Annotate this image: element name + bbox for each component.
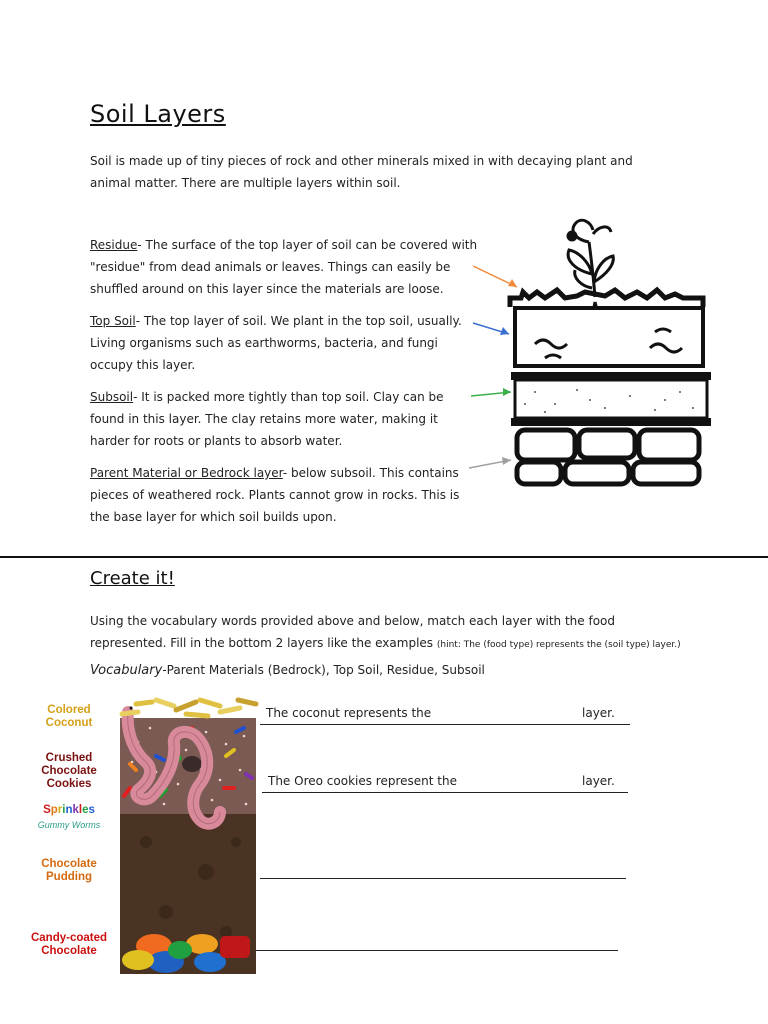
topsoil-description [90,310,480,376]
answer-line-pudding[interactable] [260,878,626,879]
instructions-text: Using the vocabulary words provided above and below, match each layer with the food represented. Fill in the bottom 2 layers like the examples [90,614,615,650]
vocabulary-line [90,663,485,678]
residue-description [90,234,480,300]
sentence-coconut-start: The coconut represents the [266,706,432,720]
bedrock-text: - below subsoil. This contains pieces of weathered rock. Plants cannot grow in rocks. This is the base layer for which soil builds upon. [90,466,460,524]
create-heading: Create it! [90,568,175,589]
bedrock-term: Parent Material or Bedrock layer [90,466,283,480]
sentence-coconut-end: layer. [582,706,615,720]
food-label-coconut: Colored Coconut [45,704,93,729]
subsoil-text: - It is packed more tightly than top soil. Clay can be found in this layer. The clay retains more water, making it harder for roots or plants to absorb water. [90,390,444,448]
answer-line-oreo[interactable] [262,792,628,793]
sentence-oreo-start: The Oreo cookies represent the [268,774,457,788]
dirt-cup-illustration [116,692,262,976]
create-instructions [90,610,690,656]
soil-layers-diagram [465,212,725,492]
subsoil-description [90,386,480,452]
food-label-pudding: Chocolate Pudding [41,858,97,883]
food-label-gummy-worms: Gummy Worms [37,820,101,830]
section-divider [0,556,768,558]
hint-text: (hint: The (food type) represents the (soil type) layer.) [436,640,681,650]
vocabulary-label: Vocabulary [90,663,163,678]
topsoil-term: Top Soil [90,314,136,328]
bedrock-rocks [517,430,699,484]
page-title: Soil Layers [90,100,226,128]
residue-term: Residue [90,238,138,252]
bedrock-description [90,462,480,528]
answer-line-candy[interactable] [256,950,618,951]
sprinkles-text: Sprinkles [43,804,95,816]
residue-text: - The surface of the top layer of soil can be covered with "residue" from dead animals or leaves. Things can easily be shuffled around on this layer since the materials are loose. [90,238,478,296]
vocabulary-list: -Parent Materials (Bedrock), Top Soil, Residue, Subsoil [162,663,485,677]
sentence-oreo-end: layer. [582,774,615,788]
food-label-cookies: Crushed Chocolate Cookies [41,752,97,790]
food-label-sprinkles [30,804,108,817]
intro-paragraph: Soil is made up of tiny pieces of rock and other minerals mixed in with decaying plant and animal matter. There are multiple layers within soil. [90,154,633,190]
answer-line-coconut[interactable] [260,724,630,725]
subsoil-term: Subsoil [90,390,134,404]
topsoil-text: - The top layer of soil. We plant in the top soil, usually. Living organisms such as earthworms, bacteria, and fungi occupy this layer. [90,314,462,372]
food-label-candy: Candy-coated Chocolate [30,932,108,957]
